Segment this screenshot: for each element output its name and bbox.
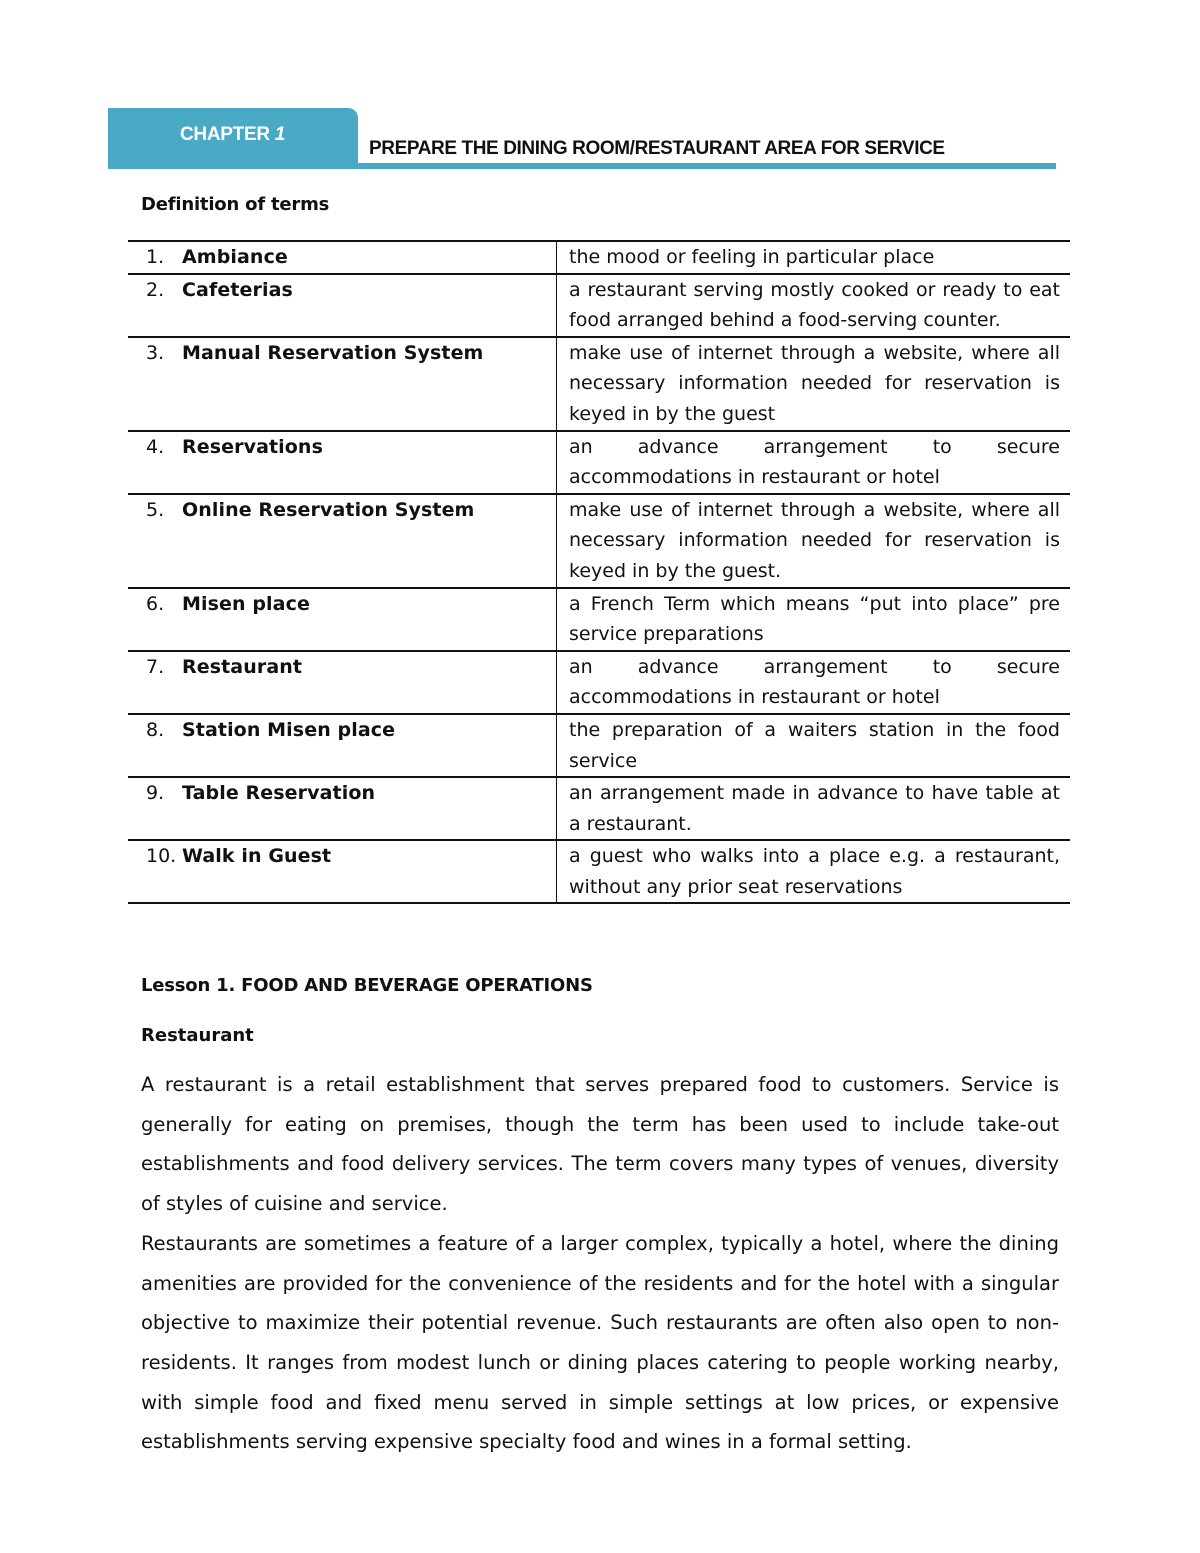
term-number: 1. (146, 246, 165, 268)
term-name: Reservations (182, 435, 323, 458)
term-cell (128, 241, 557, 274)
term-cell (128, 714, 557, 777)
term-name: Station Misen place (182, 718, 396, 741)
term-name: Online Reservation System (182, 498, 475, 521)
chapter-label (180, 124, 285, 146)
term-name: Cafeterias (182, 278, 293, 301)
table-row (128, 337, 1070, 431)
definition-cell: an advance arrangement to secure accommodations in restaurant or hotel (557, 651, 1071, 714)
term-number: 8. (146, 718, 165, 741)
term-name: Ambiance (182, 246, 288, 268)
table-row (128, 651, 1070, 714)
header-underline (358, 163, 1056, 169)
term-cell (128, 431, 557, 494)
term-number: 6. (146, 592, 165, 615)
definition-cell: the preparation of a waiters station in the food service (557, 714, 1071, 777)
paragraph: Restaurants are sometimes a feature of a larger complex, typically a hotel, where the dining amenities are provided for the convenience of the residents and for the hotel with a singular objective to maximize their potential revenue. Such restaurants are often also open to non-residents. It ranges from modest lunch or dining places catering to people working nearby, with simple food and fixed menu served in simple settings at low prices, or expensive establishments serving expensive specialty food and wines in a formal setting. (141, 1231, 1059, 1454)
term-cell (128, 274, 557, 337)
lesson-body (141, 1065, 1059, 1462)
table-row (128, 777, 1070, 840)
definitions-table (128, 240, 1070, 904)
term-number: 5. (146, 498, 165, 521)
term-name: Walk in Guest (182, 845, 332, 868)
definition-cell: a guest who walks into a place e.g. a restaurant, without any prior seat reservations (557, 840, 1071, 903)
definitions-heading: Definition of terms (141, 194, 330, 215)
term-cell (128, 840, 557, 903)
term-number: 4. (146, 435, 165, 458)
term-cell (128, 494, 557, 588)
term-name: Misen place (182, 592, 310, 615)
definition-cell: an advance arrangement to secure accommodations in restaurant or hotel (557, 431, 1071, 494)
chapter-word: CHAPTER (180, 124, 270, 145)
definition-cell: make use of internet through a website, where all necessary information needed for reservation is keyed in by the guest (557, 337, 1071, 431)
term-name: Manual Reservation System (182, 341, 484, 364)
table-row (128, 494, 1070, 588)
definition-cell: a French Term which means “put into place” pre service preparations (557, 588, 1071, 651)
term-number: 3. (146, 341, 165, 364)
term-number: 2. (146, 278, 165, 301)
definition-cell: make use of internet through a website, where all necessary information needed for reservation is keyed in by the guest. (557, 494, 1071, 588)
term-cell (128, 337, 557, 431)
definition-cell: the mood or feeling in particular place (557, 241, 1071, 274)
table-row (128, 431, 1070, 494)
term-number: 10. (146, 845, 177, 868)
term-name: Table Reservation (182, 782, 376, 805)
restaurant-subheading: Restaurant (141, 1025, 254, 1046)
chapter-title: PREPARE THE DINING ROOM/RESTAURANT AREA FOR SERVICE (369, 138, 945, 159)
table-row (128, 241, 1070, 274)
table-row (128, 274, 1070, 337)
lesson-heading: Lesson 1. FOOD AND BEVERAGE OPERATIONS (141, 975, 593, 996)
definition-cell: an arrangement made in advance to have table at a restaurant. (557, 777, 1071, 840)
definitions-table-body (128, 241, 1070, 903)
term-number: 7. (146, 655, 165, 678)
term-cell (128, 777, 557, 840)
term-cell (128, 651, 557, 714)
chapter-number: 1 (274, 124, 286, 145)
term-number: 9. (146, 782, 165, 805)
paragraph: A restaurant is a retail establishment that serves prepared food to customers. Service is generally for eating on premises, though the term has been used to include take-out establishments and food delivery services. The term covers many types of venues, diversity of styles of cuisine and service. (141, 1073, 1059, 1216)
table-row (128, 714, 1070, 777)
table-row (128, 840, 1070, 903)
term-cell (128, 588, 557, 651)
definition-cell: a restaurant serving mostly cooked or ready to eat food arranged behind a food-serving counter. (557, 274, 1071, 337)
table-row (128, 588, 1070, 651)
term-name: Restaurant (182, 655, 303, 678)
